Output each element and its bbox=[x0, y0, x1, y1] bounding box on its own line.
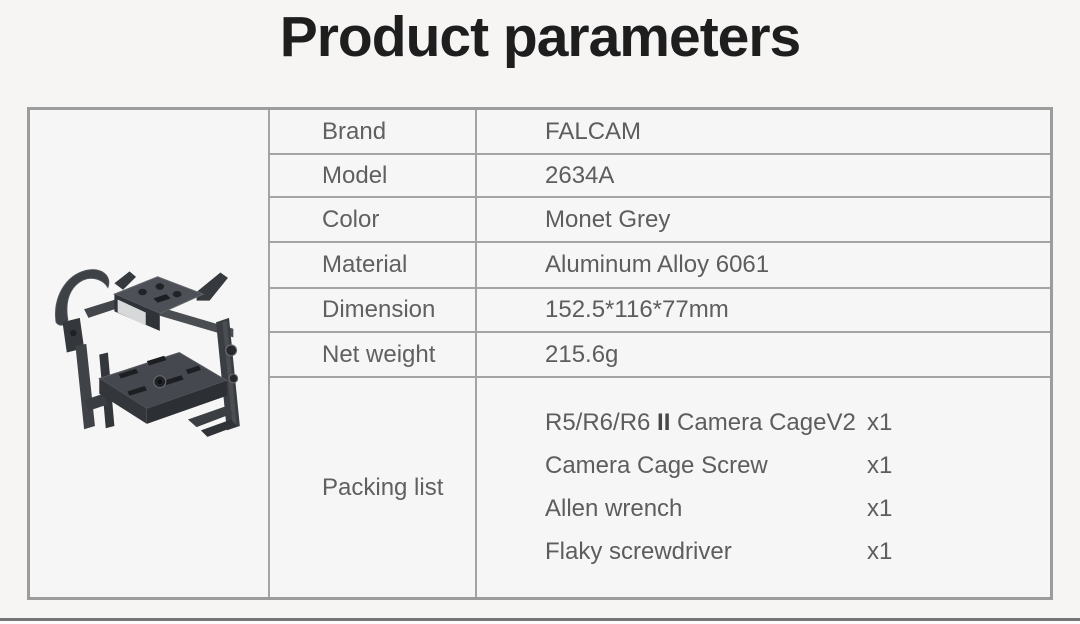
camera-cage-image bbox=[51, 266, 247, 452]
spec-label-dimension: Dimension bbox=[270, 289, 477, 333]
spec-label-net-weight: Net weight bbox=[270, 333, 477, 378]
spec-label-material: Material bbox=[270, 243, 477, 289]
spec-value-brand: FALCAM bbox=[477, 110, 1050, 155]
spec-value-color: Monet Grey bbox=[477, 198, 1050, 243]
packing-item bbox=[545, 410, 892, 436]
packing-item bbox=[545, 496, 892, 522]
spec-label-model: Model bbox=[270, 155, 477, 198]
spec-value-material: Aluminum Alloy 6061 bbox=[477, 243, 1050, 289]
spec-label-color: Color bbox=[270, 198, 477, 243]
packing-item-qty: x1 bbox=[867, 409, 893, 436]
spec-value-dimension: 152.5*116*77mm bbox=[477, 289, 1050, 333]
packing-item bbox=[545, 453, 892, 479]
packing-item-name: Camera Cage Screw bbox=[545, 452, 768, 479]
packing-item-qty: x1 bbox=[867, 538, 893, 565]
packing-list-label: Packing list bbox=[270, 378, 477, 597]
product-parameters-table bbox=[27, 107, 1053, 600]
spec-value-net-weight: 215.6g bbox=[477, 333, 1050, 378]
packing-item-qty: x1 bbox=[867, 452, 893, 479]
packing-item-name: Flaky screwdriver bbox=[545, 538, 732, 565]
packing-item-qty: x1 bbox=[867, 495, 893, 522]
packing-item-name-roman-two: II bbox=[657, 409, 671, 436]
spec-label-brand: Brand bbox=[270, 110, 477, 155]
packing-item-name-part: Camera CageV2 bbox=[670, 409, 856, 436]
packing-item-name-part: R5/R6/R6 bbox=[545, 409, 658, 436]
product-image-cell bbox=[30, 110, 270, 597]
packing-item bbox=[545, 539, 892, 565]
packing-item-name bbox=[545, 410, 867, 436]
packing-item-name: Allen wrench bbox=[545, 495, 683, 522]
packing-list-items bbox=[477, 378, 1050, 597]
spec-value-model: 2634A bbox=[477, 155, 1050, 198]
page-title: Product parameters bbox=[279, 5, 801, 69]
